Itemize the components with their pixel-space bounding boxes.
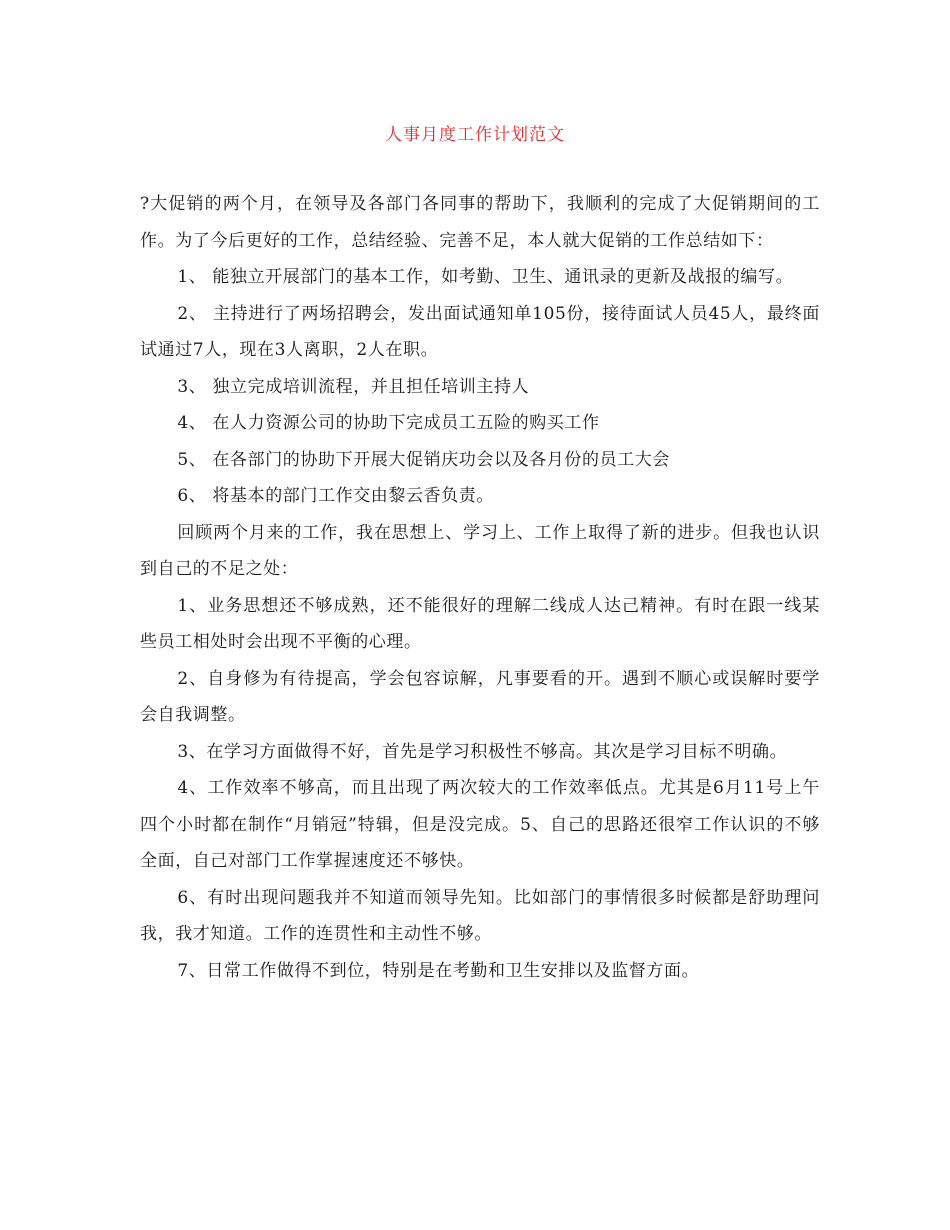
list-item: 1、业务思想还不够成熟，还不能很好的理解二线成人达己精神。有时在跟一线某些员工相处时会出现不平衡的心理。 xyxy=(140,595,820,652)
list-item: 1、 能独立开展部门的基本工作，如考勤、卫生、通讯录的更新及战报的编写。 xyxy=(177,267,794,287)
paragraph: ?大促销的两个月，在领导及各部门各同事的帮助下，我顺利的完成了大促销期间的工作。为了今后更好的工作，总结经验、完善不足，本人就大促销的工作总结如下： xyxy=(140,194,820,251)
list-item: 3、在学习方面做得不好，首先是学习积极性不够高。其次是学习目标不明确。 xyxy=(177,741,788,762)
list-item: 5、 在各部门的协助下开展大促销庆功会以及各月份的员工大会 xyxy=(177,449,671,470)
list-item: 6、 将基本的部门工作交由黎云香负责。 xyxy=(177,486,495,506)
list-item: 7、日常工作做得不到位，特别是在考勤和卫生安排以及监督方面。 xyxy=(177,960,700,981)
list-item: 2、自身修为有待提高，学会包容谅解，凡事要看的开。遇到不顺心或误解时要学会自我调整。 xyxy=(140,668,820,725)
list-item: 4、 在人力资源公司的协助下完成员工五险的购买工作 xyxy=(177,413,600,433)
document-body xyxy=(140,186,820,989)
paragraph: 回顾两个月来的工作，我在思想上、学习上、工作上取得了新的进步。但我也认识到自己的不足之处： xyxy=(140,522,820,579)
list-item: 3、 独立完成培训流程，并且担任培训主持人 xyxy=(177,376,530,397)
document-title: 人事月度工作计划范文 xyxy=(385,125,565,145)
list-item: 6、有时出现问题我并不知道而领导先知。比如部门的事情很多时候都是舒助理问我，我才知道。工作的连贯性和主动性不够。 xyxy=(140,887,820,944)
list-item: 4、工作效率不够高，而且出现了两次较大的工作效率低点。尤其是6月11号上午四个小时都在制作“月销冠”特辑，但是没完成。5、自己的思路还很窄工作认识的不够全面，自己对部门工作掌握速度还不够快。 xyxy=(140,778,820,871)
list-item: 2、 主持进行了两场招聘会，发出面试通知单105份，接待面试人员45人，最终面试通过7人，现在3人离职，2人在职。 xyxy=(140,303,820,360)
